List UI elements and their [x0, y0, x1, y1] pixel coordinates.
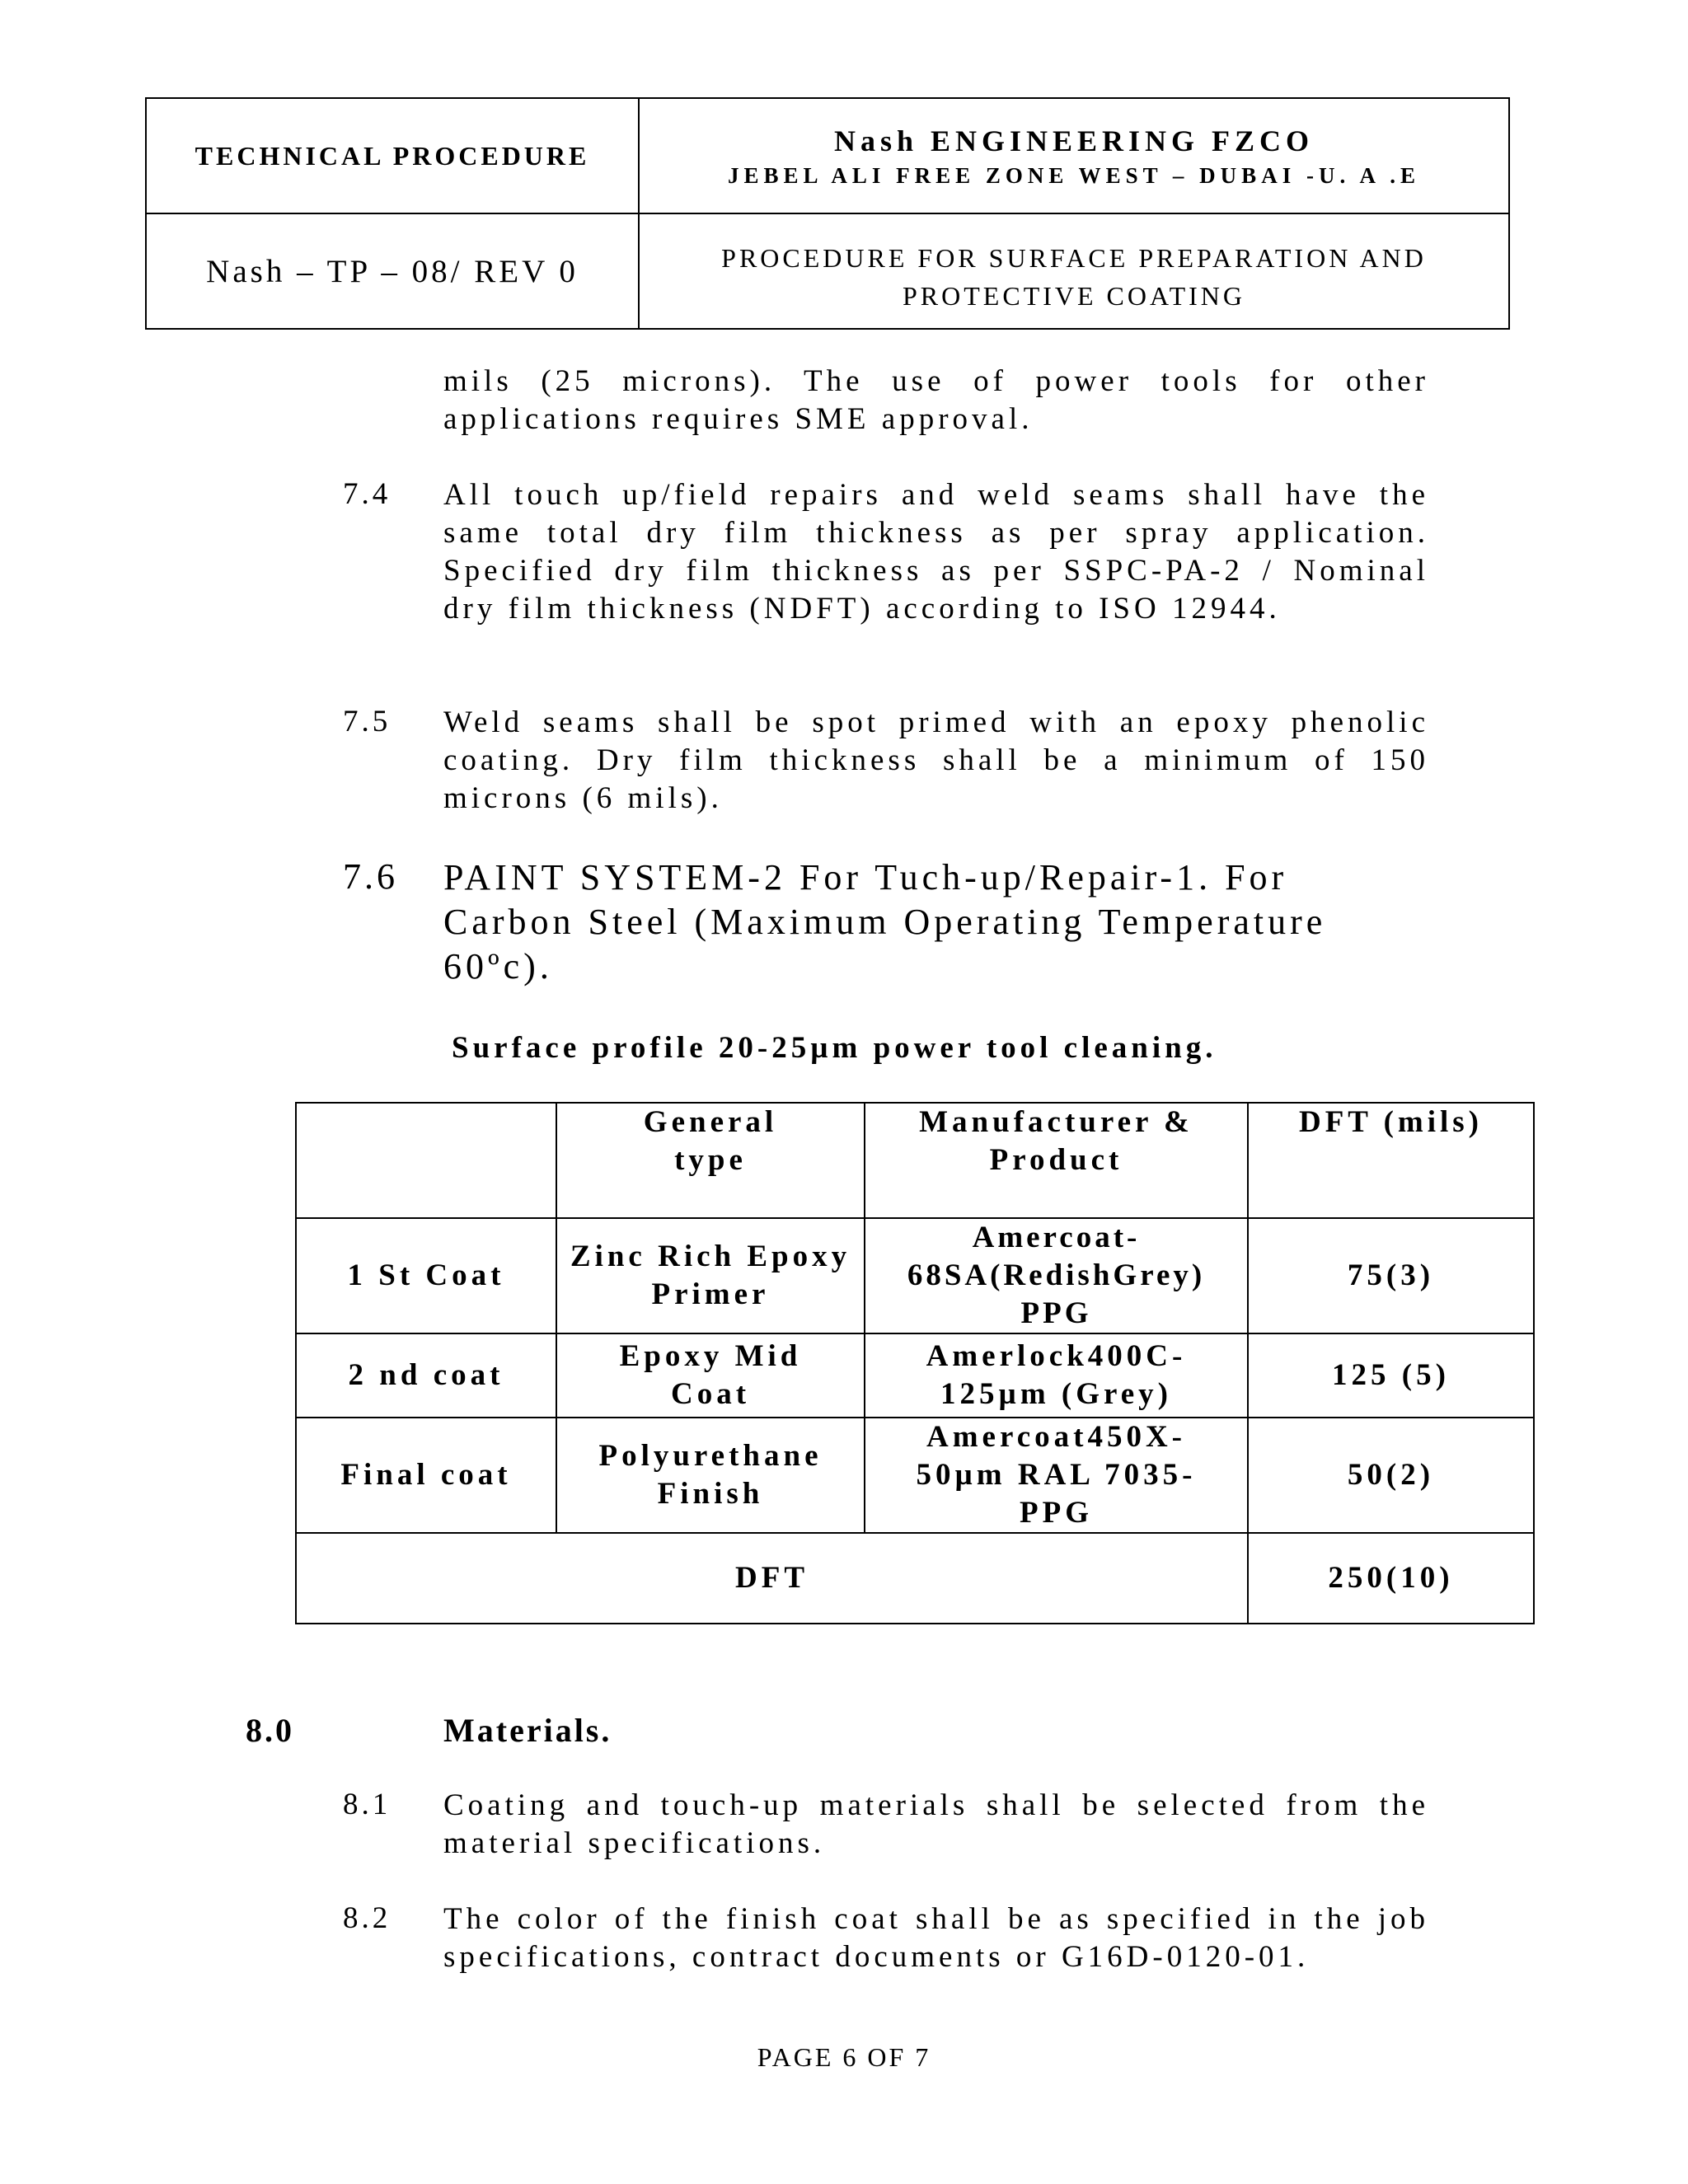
document-number: Nash – TP – 08/ REV 0 — [206, 253, 579, 289]
header-left-bottom — [147, 214, 638, 328]
total-label-cell: DFT — [296, 1533, 1248, 1624]
coat-cell: 1 St Coat — [296, 1218, 556, 1333]
document-title-line2: PROTECTIVE COATING — [903, 281, 1245, 311]
product-cell: Amercoat450X-50µm RAL 7035-PPG — [865, 1418, 1248, 1533]
header-left-top — [147, 99, 638, 213]
general-type-cell: Polyurethane Finish — [556, 1418, 865, 1533]
section-number-7-6: 7.6 — [343, 856, 398, 897]
header-box — [145, 97, 1510, 330]
general-type-cell: Zinc Rich Epoxy Primer — [556, 1218, 865, 1333]
company-name: Nash ENGINEERING FZCO — [833, 124, 1315, 157]
page-number: PAGE 6 OF 7 — [757, 2042, 931, 2072]
header-right-bottom — [640, 214, 1508, 328]
coat-cell: 2 nd coat — [296, 1333, 556, 1418]
table-row — [296, 1418, 1534, 1533]
company-address: JEBEL ALI FREE ZONE WEST – DUBAI -U. A .E — [728, 162, 1420, 188]
table-header-row — [296, 1103, 1534, 1218]
dft-cell: 125 (5) — [1248, 1333, 1534, 1418]
item-number-8-2: 8.2 — [343, 1901, 392, 1935]
surface-profile-note: Surface profile 20-25µm power tool cleaning. — [452, 1031, 1217, 1065]
table-header-cell: General type — [556, 1103, 865, 1218]
paint-system-table — [295, 1102, 1535, 1624]
dft-cell: 50(2) — [1248, 1418, 1534, 1533]
product-cell: Amerlock400C-125µm (Grey) — [865, 1333, 1248, 1418]
section-number-8-0: 8.0 — [246, 1712, 294, 1749]
table-header-cell: Manufacturer & Product — [865, 1103, 1248, 1218]
item-number-7-4: 7.4 — [343, 477, 392, 511]
item-number-7-5: 7.5 — [343, 705, 392, 738]
item-text-8-2: The color of the finish coat shall be as specified in the job specifications, contract documents or G16D-0120-01. — [443, 1902, 1429, 1974]
procedure-type-label: TECHNICAL PROCEDURE — [195, 140, 590, 171]
product-cell: Amercoat-68SA(RedishGrey) PPG — [865, 1218, 1248, 1333]
general-type-cell: Epoxy Mid Coat — [556, 1333, 865, 1418]
table-row — [296, 1333, 1534, 1418]
item-text-7-4: All touch up/field repairs and weld seams shall have the same total dry film thickness as per spray application. Specified dry film thickness as per SSPC-PA-2 / Nominal dry film thickness (NDFT) according to ISO 12944. — [443, 478, 1429, 626]
coat-cell: Final coat — [296, 1418, 556, 1533]
document-title-line1: PROCEDURE FOR SURFACE PREPARATION AND — [721, 243, 1427, 273]
section-title-materials: Materials. — [443, 1712, 612, 1749]
dft-cell: 75(3) — [1248, 1218, 1534, 1333]
item-number-8-1: 8.1 — [343, 1788, 392, 1821]
total-value-cell: 250(10) — [1248, 1533, 1534, 1624]
header-right-top — [640, 99, 1508, 213]
item-text-7-5: Weld seams shall be spot primed with an epoxy phenolic coating. Dry film thickness shall be a minimum of 150 microns (6 mils). — [443, 705, 1429, 815]
table-header-cell: DFT (mils) — [1248, 1103, 1534, 1218]
item-text-8-1: Coating and touch-up materials shall be selected from the material specifications. — [443, 1788, 1429, 1860]
table-header-cell — [296, 1103, 556, 1218]
continuation-paragraph: mils (25 microns). The use of power tools for other applications requires SME approval. — [443, 364, 1429, 436]
section-heading-7-6: PAINT SYSTEM-2 For Tuch-up/Repair-1. For Carbon Steel (Maximum Operating Temperature 60ºc). — [443, 857, 1327, 987]
table-row — [296, 1218, 1534, 1333]
table-total-row — [296, 1533, 1534, 1624]
